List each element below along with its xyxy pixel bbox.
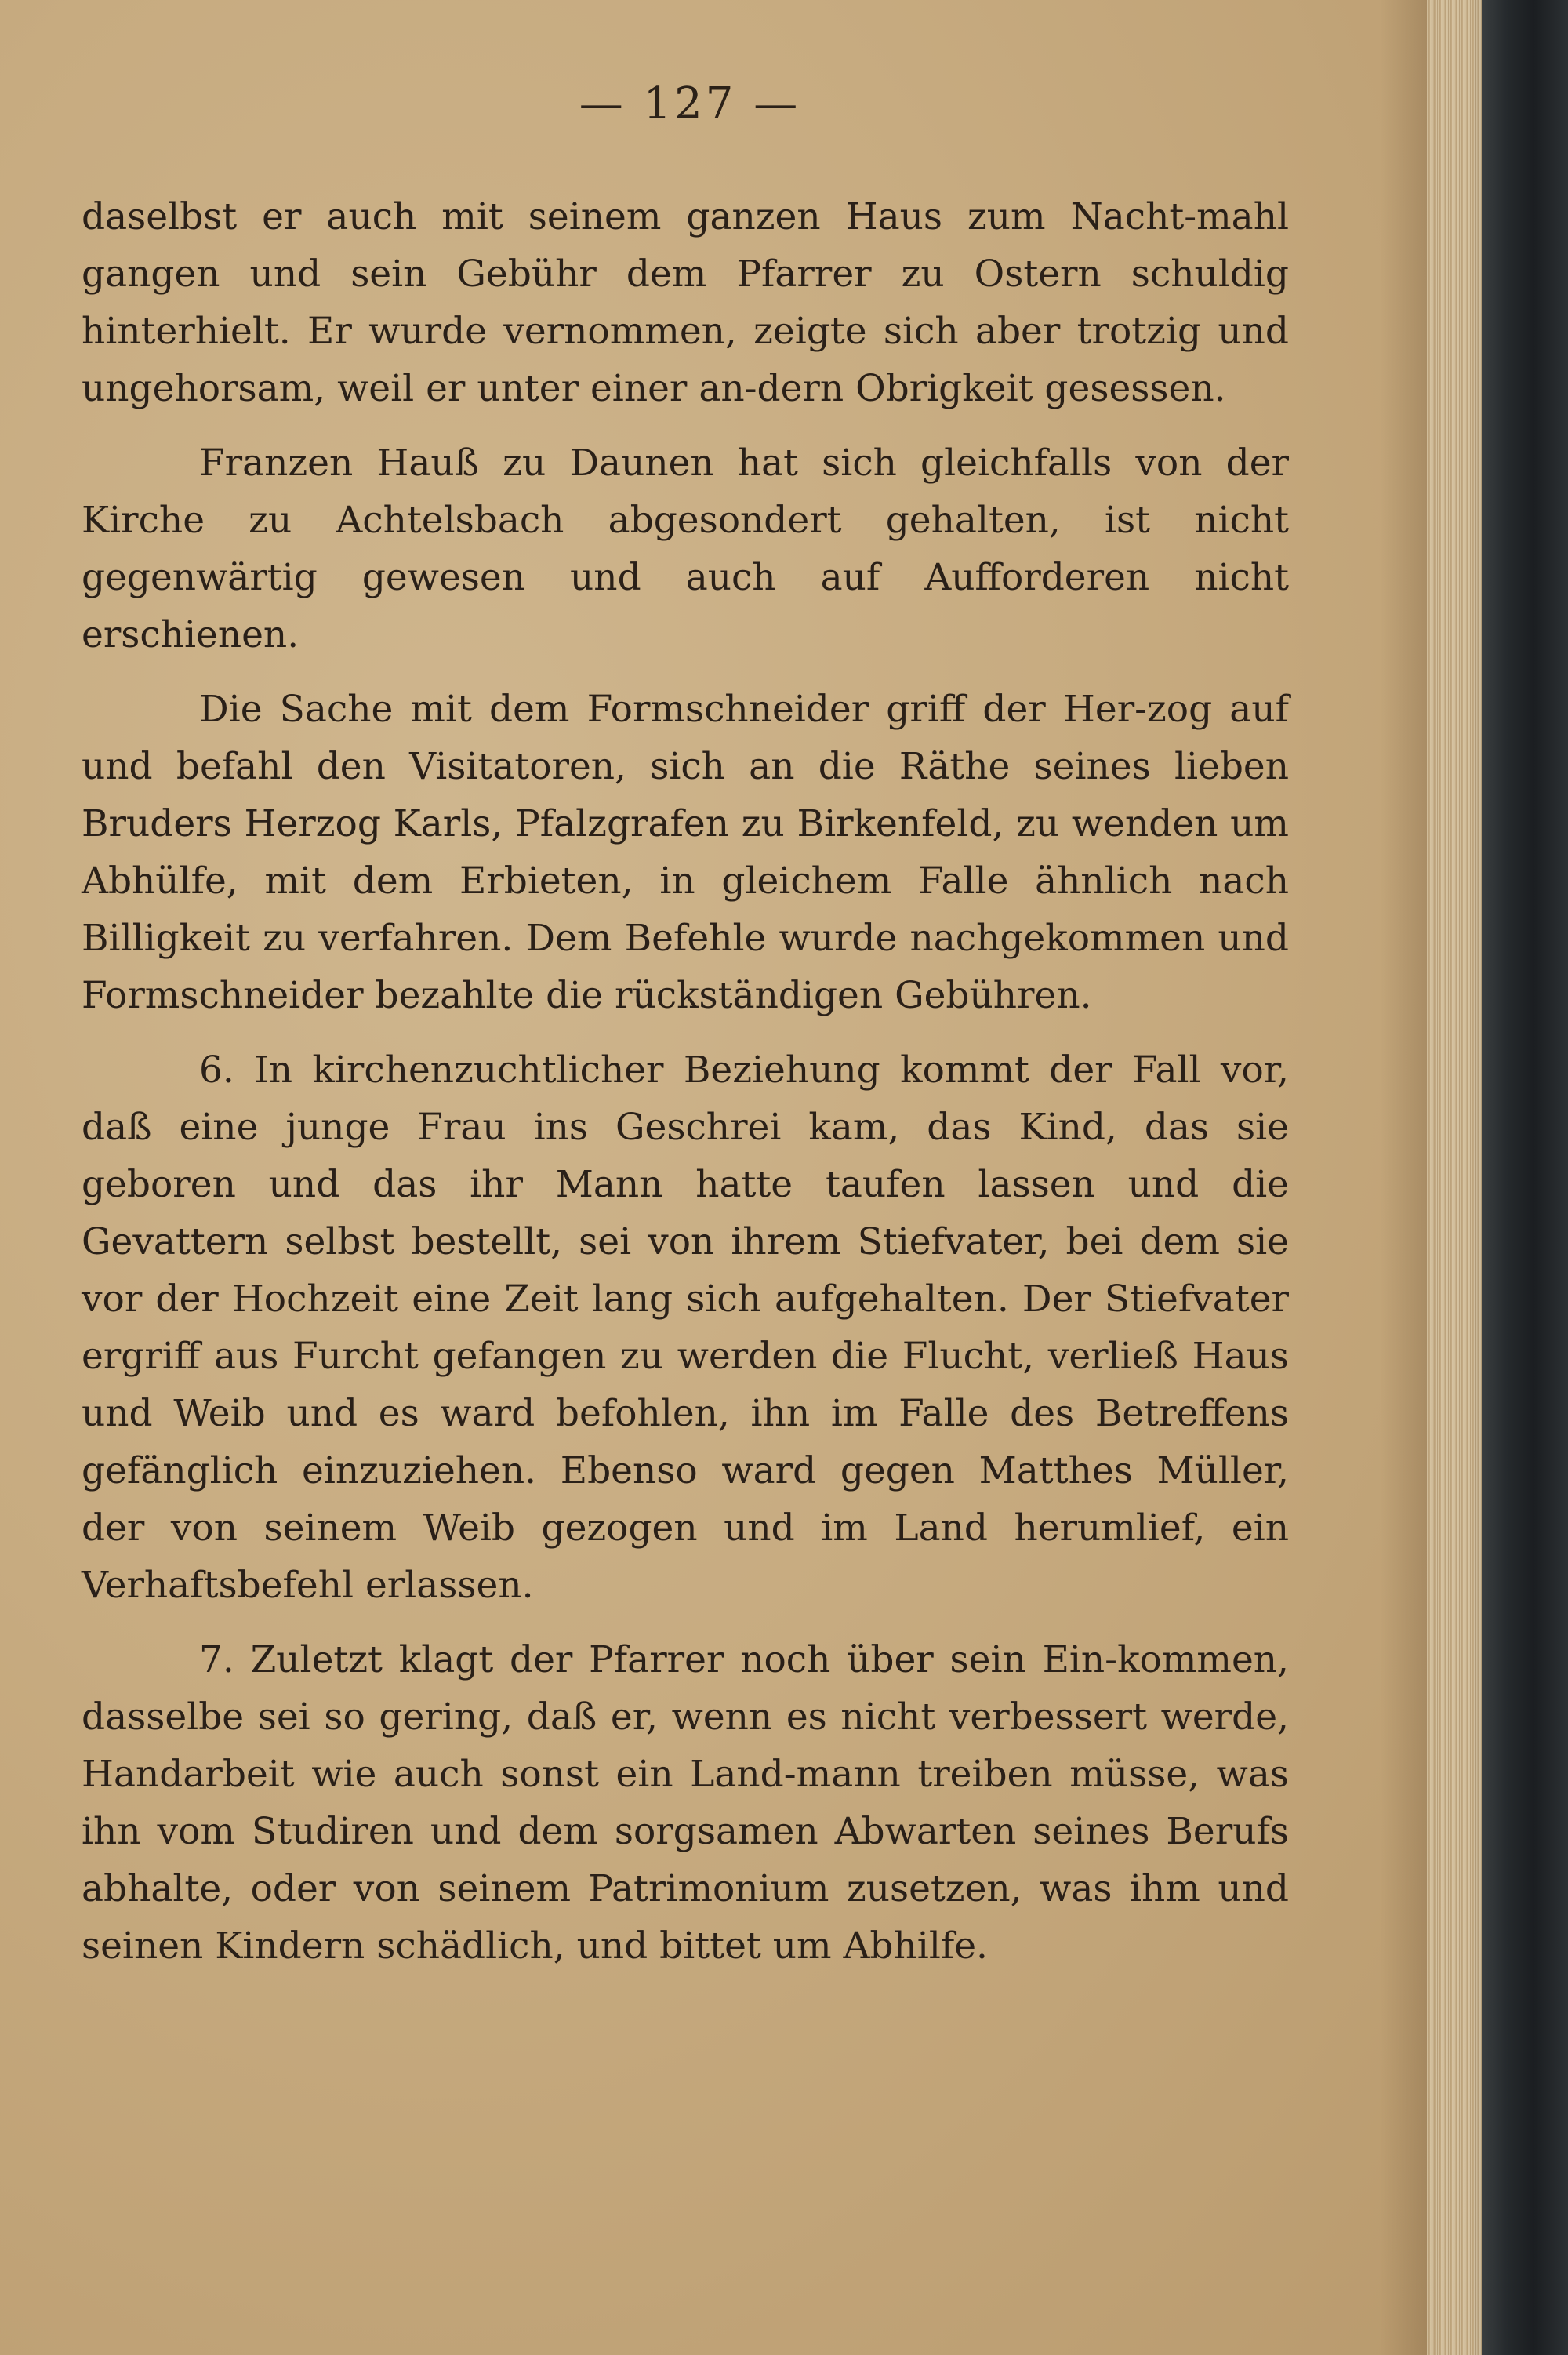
paragraph-1: daselbst er auch mit seinem ganzen Haus zum Nacht-mahl gangen und sein Gebühr dem Pfarrer zu Ostern schuldig hinterhielt. Er wurde vernommen, zeigte sich aber trotzig und ungehorsam, weil er unter einer an-dern Obrigkeit gesessen. <box>82 195 1289 410</box>
page-edges <box>1427 0 1482 2355</box>
paragraph-5: 7. Zuletzt klagt der Pfarrer noch über sein Ein-kommen, dasselbe sei so gering, daß er, wenn es nicht verbessert werde, Handarbeit wie auch sonst ein Land-mann treiben müsse, was ihn vom Studiren und dem sorgsamen Abwarten seines Berufs abhalte, oder von seinem Patrimonium zusetzen, was ihm und seinen Kindern schädlich, und bittet um Abhilfe. <box>82 1638 1289 1968</box>
paragraph-3: Die Sache mit dem Formschneider griff der Her-zog auf und befahl den Visitatoren, sich an die Räthe seines lieben Bruders Herzog Karls, Pfalzgrafen zu Birkenfeld, zu wenden um Abhülfe, mit dem Erbieten, in gleichem Falle ähnlich nach Billigkeit zu verfahren. Dem Befehle wurde nachgekommen und Formschneider bezahlte die rückständigen Gebühren. <box>82 688 1289 1017</box>
paragraph-2: Franzen Hauß zu Daunen hat sich gleichfalls von der Kirche zu Achtelsbach abgesondert gehalten, ist nicht gegenwärtig gewesen und auch auf Aufforderen nicht erschienen. <box>82 442 1289 656</box>
paragraph-4: 6. In kirchenzuchtlicher Beziehung kommt der Fall vor, daß eine junge Frau ins Geschrei kam, das Kind, das sie geboren und das ihr Mann hatte taufen lassen und die Gevattern selbst bestellt, sei von ihrem Stiefvater, bei dem sie vor der Hochzeit eine Zeit lang sich aufgehalten. Der Stiefvater ergriff aus Furcht gefangen zu werden die Flucht, verließ Haus und Weib und es ward befohlen, ihn im Falle des Betreffens gefänglich einzuziehen. Ebenso ward gegen Matthes Müller, der von seinem Weib gezogen und im Land herumlief, ein Verhaftsbefehl erlassen. <box>82 1048 1289 1607</box>
page-body <box>82 188 1289 1992</box>
page-number: — 127 — <box>579 78 801 129</box>
book-cover-edge <box>1482 0 1568 2355</box>
